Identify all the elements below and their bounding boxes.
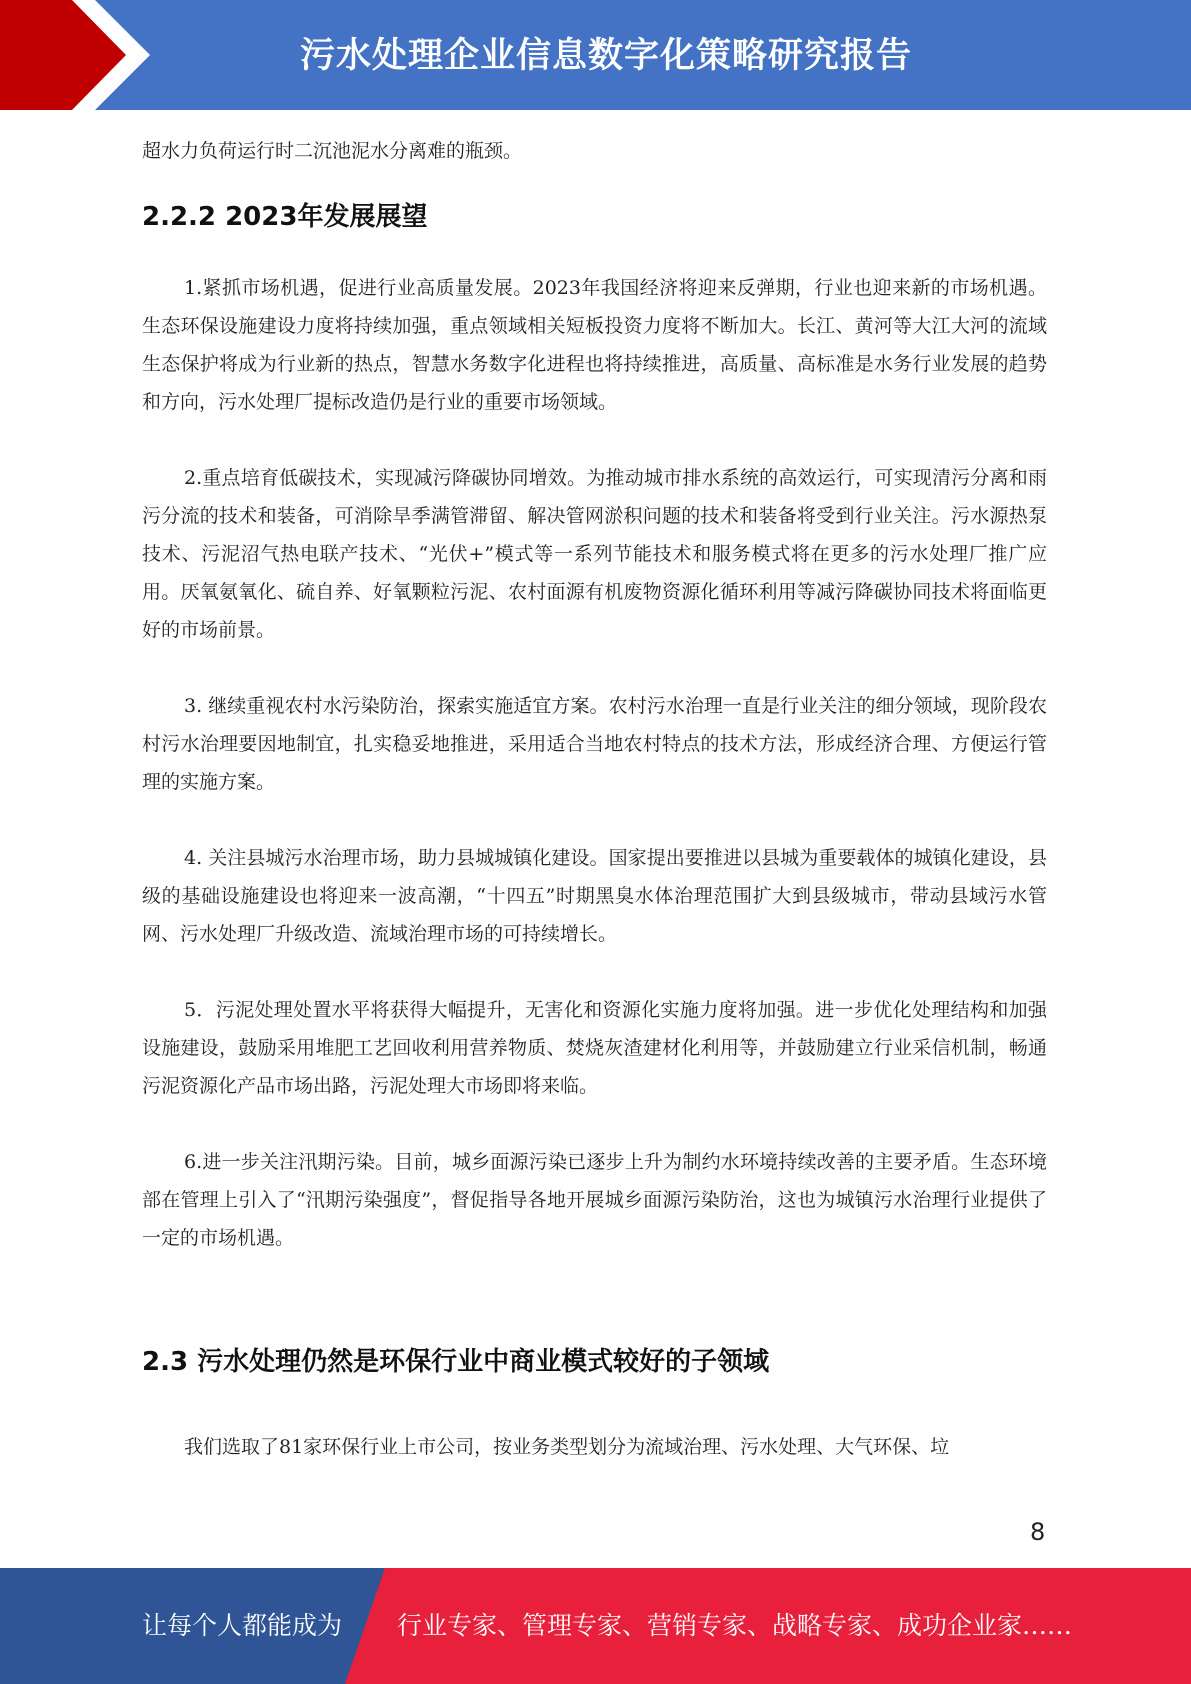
- footer-slogan-right: 行业专家、管理专家、营销专家、战略专家、成功企业家……: [397, 1611, 1073, 1640]
- page-footer: [0, 1568, 1191, 1684]
- paragraph-6: 6.进一步关注汛期污染。目前，城乡面源污染已逐步上升为制约水环境持续改善的主要矛盾。生态环境部在管理上引入了“汛期污染强度”，督促指导各地开展城乡面源污染防治，这也为城镇污水治理行业提供了一定的市场机遇。: [142, 1151, 1047, 1249]
- paragraph-2: 2.重点培育低碳技术，实现减污降碳协同增效。为推动城市排水系统的高效运行，可实现清污分离和雨污分流的技术和装备，可消除旱季满管滞留、解决管网淤积问题的技术和装备将受到行业关注。污水源热泵技术、污泥沼气热电联产技术、“光伏+”模式等一系列节能技术和服务模式将在更多的污水处理厂推广应用。厌氧氨氧化、硫自养、好氧颗粒污泥、农村面源有机废物资源化循环利用等减污降碳协同技术将面临更好的市场前景。: [142, 467, 1047, 641]
- paragraph-5: 5．污泥处理处置水平将获得大幅提升，无害化和资源化实施力度将加强。进一步优化处理结构和加强设施建设，鼓励采用堆肥工艺回收利用营养物质、焚烧灰渣建材化利用等，并鼓励建立行业采信机制，畅通污泥资源化产品市场出路，污泥处理大市场即将来临。: [142, 999, 1047, 1097]
- document-body: [142, 132, 1047, 1466]
- paragraph-3: 3. 继续重视农村水污染防治，探索实施适宜方案。农村污水治理一直是行业关注的细分领域，现阶段农村污水治理要因地制宜，扎实稳妥地推进，采用适合当地农村特点的技术方法，形成经济合理、方便运行管理的实施方案。: [142, 695, 1047, 793]
- paragraph-1: 1.紧抓市场机遇，促进行业高质量发展。2023年我国经济将迎来反弹期，行业也迎来新的市场机遇。生态环保设施建设力度将持续加强，重点领域相关短板投资力度将不断加大。长江、黄河等大江大河的流域生态保护将成为行业新的热点，智慧水务数字化进程也将持续推进，高质量、高标准是水务行业发展的趋势和方向，污水处理厂提标改造仍是行业的重要市场领域。: [142, 277, 1047, 413]
- footer-slogan-left: 让每个人都能成为: [142, 1611, 343, 1640]
- section-2-3-paragraph: 我们选取了81家环保行业上市公司，按业务类型划分为流域治理、污水处理、大气环保、垃: [184, 1436, 950, 1458]
- page-header: [0, 0, 1191, 110]
- section-heading-2-3: 2.3 污水处理仍然是环保行业中商业模式较好的子领域: [142, 1347, 770, 1377]
- section-heading-2-2-2: 2.2.2 2023年发展展望: [142, 202, 428, 232]
- report-title: 污水处理企业信息数字化策略研究报告: [300, 36, 913, 76]
- paragraph-4: 4. 关注县城污水治理市场，助力县城城镇化建设。国家提出要推进以县城为重要载体的城镇化建设，县级的基础设施建设也将迎来一波高潮，“十四五”时期黑臭水体治理范围扩大到县级城市，带动县域污水管网、污水处理厂升级改造、流域治理市场的可持续增长。: [142, 847, 1047, 945]
- page-number: 8: [1030, 1518, 1046, 1546]
- intro-line: 超水力负荷运行时二沉池泥水分离难的瓶颈。: [142, 140, 523, 162]
